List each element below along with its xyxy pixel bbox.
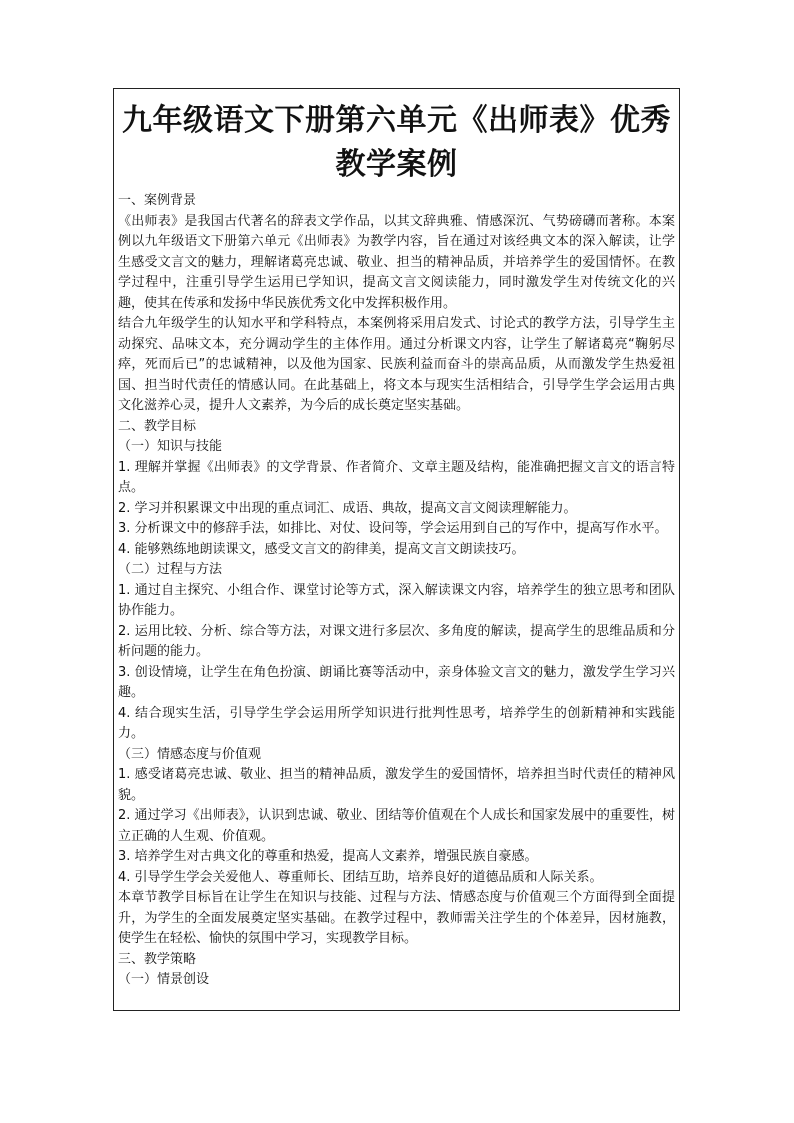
list-item: 1. 通过自主探究、小组合作、课堂讨论等方式，深入解读课文内容，培养学生的独立思考和团队协作能力。 <box>118 582 675 618</box>
list-item: 3. 创设情境，让学生在角色扮演、朗诵比赛等活动中，亲身体验文言文的魅力，激发学生学习兴趣。 <box>118 664 675 700</box>
subsection-heading: （三）情感态度与价值观 <box>118 746 262 762</box>
subsection-heading: （一）知识与技能 <box>118 439 223 454</box>
paragraph: 《出师表》是我国古代著名的辞表文学作品，以其文辞典雅、情感深沉、气势磅礴而著称。本案例以九年级语文下册第六单元《出师表》为教学内容，旨在通过对该经典文本的深入解读，让学生感受文言文的魅力，理解诸葛亮忠诚、敬业、担当的精神品质，并培养学生的爱国情怀。在教学过程中，注重引导学生运用已学知识，提高文言文阅读能力，同时激发学生对传统文化的兴趣，使其在传承和发扬中华民族优秀文化中发挥积极作用。 <box>118 213 675 311</box>
section-heading: 一、案例背景 <box>118 193 197 208</box>
list-item: 2. 运用比较、分析、综合等方法，对课文进行多层次、多角度的解读，提高学生的思维品质和分析问题的能力。 <box>118 623 675 659</box>
list-item: 2. 通过学习《出师表》，认识到忠诚、敬业、团结等价值观在个人成长和国家发展中的重要性，树立正确的人生观、价值观。 <box>118 808 675 844</box>
list-item: 4. 结合现实生活，引导学生学会运用所学知识进行批判性思考，培养学生的创新精神和实践能力。 <box>118 705 675 741</box>
document-frame <box>113 88 680 1011</box>
list-item: 3. 分析课文中的修辞手法，如排比、对仗、设问等，学会运用到自己的写作中，提高写作水平。 <box>118 521 668 536</box>
document-title: 九年级语文下册第六单元《出师表》优秀教学案例 <box>122 103 671 182</box>
list-item: 1. 感受诸葛亮忠诚、敬业、担当的精神品质，激发学生的爱国情怀，培养担当时代责任的精神风貌。 <box>118 767 675 803</box>
section-heading: 三、教学策略 <box>118 951 197 967</box>
section-heading: 二、教学目标 <box>118 418 197 434</box>
paragraph: 本章节教学目标旨在让学生在知识与技能、过程与方法、情感态度与价值观三个方面得到全面提升，为学生的全面发展奠定坚实基础。在教学过程中，教师需关注学生的个体差异，因材施教，使学生在轻松、愉快的氛围中学习，实现教学目标。 <box>118 890 675 946</box>
document-body <box>114 191 679 991</box>
list-item: 3. 培养学生对古典文化的尊重和热爱，提高人文素养，增强民族自豪感。 <box>118 849 538 864</box>
list-item: 4. 引导学生学会关爱他人、尊重师长、团结互助，培养良好的道德品质和人际关系。 <box>118 869 603 885</box>
list-item: 1. 理解并掌握《出师表》的文学背景、作者简介、文章主题及结构，能准确把握文言文的语言特点。 <box>118 459 675 495</box>
paragraph: 结合九年级学生的认知水平和学科特点，本案例将采用启发式、讨论式的教学方法，引导学生主动探究、品味文本，充分调动学生的主体作用。通过分析课文内容，让学生了解诸葛亮“鞠躬尽瘁，死而后已”的忠诚精神，以及他为国家、民族利益而奋斗的崇高品质，从而激发学生热爱祖国、担当时代责任的情感认同。在此基础上，将文本与现实生活相结合，引导学生学会运用古典文化滋养心灵，提升人文素养，为今后的成长奠定坚实基础。 <box>118 316 675 413</box>
list-item: 4. 能够熟练地朗读课文，感受文言文的韵律美，提高文言文朗读技巧。 <box>118 541 525 557</box>
list-item: 2. 学习并积累课文中出现的重点词汇、成语、典故，提高文言文阅读理解能力。 <box>118 500 577 516</box>
subsection-heading: （二）过程与方法 <box>118 562 223 577</box>
subsection-heading: （一）情景创设 <box>118 972 210 987</box>
